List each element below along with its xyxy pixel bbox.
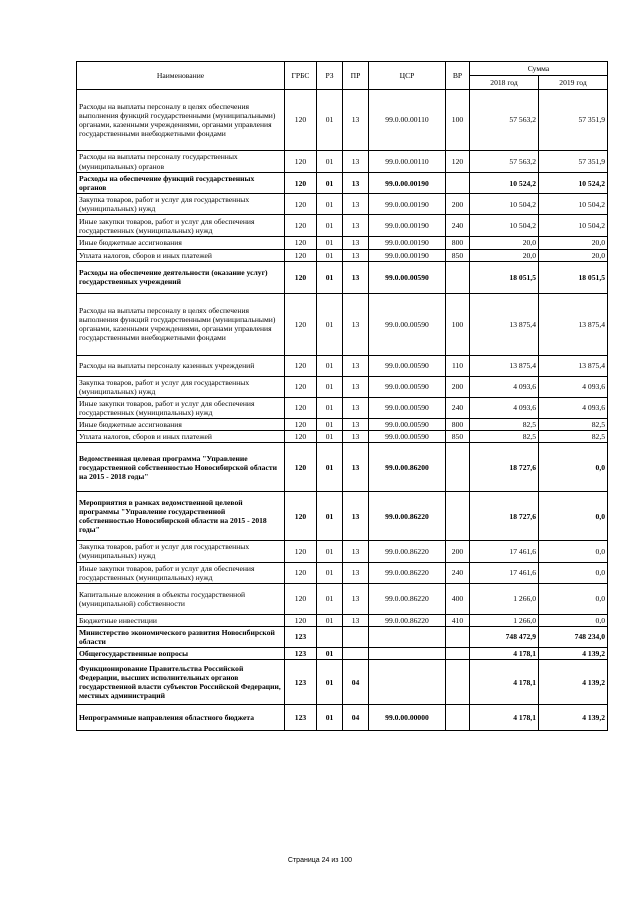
table-row (77, 541, 608, 562)
cell-vr: 240 (446, 215, 470, 237)
table-row (77, 660, 608, 705)
cell-sum-2019: 10 504,2 (539, 215, 608, 237)
table-row (77, 355, 608, 376)
cell-name: Расходы на выплаты персоналу в целях обеспечения выполнения функций государственными (муниципальными) органами, казенными учреждениями, органами управления государственными внебюджетными фондами (77, 90, 285, 151)
cell-sum-2019: 0,0 (539, 583, 608, 614)
cell-sum-2019: 82,5 (539, 431, 608, 443)
cell-sum-2018: 57 563,2 (470, 151, 539, 173)
cell-rz: 01 (317, 419, 343, 431)
cell-grbs: 120 (285, 419, 317, 431)
cell-rz: 01 (317, 614, 343, 626)
cell-vr: 200 (446, 376, 470, 397)
table-row (77, 249, 608, 261)
cell-sum-2019: 0,0 (539, 541, 608, 562)
table-row (77, 237, 608, 249)
cell-grbs: 120 (285, 194, 317, 215)
cell-rz: 01 (317, 648, 343, 660)
cell-sum-2019: 4 093,6 (539, 376, 608, 397)
cell-rz: 01 (317, 492, 343, 541)
cell-csr: 99.0.00.00190 (369, 173, 446, 194)
cell-sum-2018: 20,0 (470, 237, 539, 249)
cell-grbs: 123 (285, 626, 317, 647)
cell-grbs: 120 (285, 90, 317, 151)
header-sum: Сумма (470, 62, 608, 76)
cell-pr: 13 (343, 492, 369, 541)
cell-pr: 13 (343, 249, 369, 261)
cell-grbs: 120 (285, 215, 317, 237)
cell-grbs: 123 (285, 705, 317, 731)
cell-name: Закупка товаров, работ и услуг для государственных (муниципальных) нужд (77, 541, 285, 562)
cell-sum-2019: 57 351,9 (539, 90, 608, 151)
cell-vr: 200 (446, 541, 470, 562)
cell-vr (446, 626, 470, 647)
cell-rz: 01 (317, 194, 343, 215)
cell-sum-2018: 10 524,2 (470, 173, 539, 194)
page-number: Страница 24 из 100 (287, 857, 353, 864)
table-row (77, 648, 608, 660)
cell-csr: 99.0.00.00590 (369, 376, 446, 397)
cell-csr: 99.0.00.00000 (369, 705, 446, 731)
cell-rz: 01 (317, 397, 343, 418)
cell-vr (446, 173, 470, 194)
cell-name: Уплата налогов, сборов и иных платежей (77, 249, 285, 261)
cell-sum-2019: 0,0 (539, 492, 608, 541)
cell-sum-2018: 20,0 (470, 249, 539, 261)
cell-grbs: 120 (285, 431, 317, 443)
table-row (77, 705, 608, 731)
table-row (77, 194, 608, 215)
cell-sum-2018: 10 504,2 (470, 215, 539, 237)
cell-sum-2018: 82,5 (470, 419, 539, 431)
cell-grbs: 120 (285, 492, 317, 541)
cell-sum-2018: 82,5 (470, 431, 539, 443)
cell-vr (446, 443, 470, 492)
cell-rz: 01 (317, 215, 343, 237)
cell-sum-2018: 18 727,6 (470, 492, 539, 541)
cell-csr: 99.0.00.00590 (369, 355, 446, 376)
cell-pr: 13 (343, 194, 369, 215)
cell-sum-2018: 10 504,2 (470, 194, 539, 215)
cell-vr: 850 (446, 249, 470, 261)
cell-vr: 400 (446, 583, 470, 614)
cell-name: Непрограммные направления областного бюджета (77, 705, 285, 731)
cell-pr: 13 (343, 355, 369, 376)
cell-pr: 13 (343, 562, 369, 583)
cell-name: Иные закупки товаров, работ и услуг для обеспечения государственных (муниципальных) нужд (77, 215, 285, 237)
cell-rz: 01 (317, 90, 343, 151)
cell-csr: 99.0.00.86220 (369, 492, 446, 541)
cell-sum-2019: 20,0 (539, 237, 608, 249)
cell-name: Функционирование Правительства Российской Федерации, высших исполнительных органов государственной власти субъектов Российской Федерации, местных администраций (77, 660, 285, 705)
cell-vr: 200 (446, 194, 470, 215)
header-year-2018: 2018 год (470, 76, 539, 90)
cell-vr (446, 660, 470, 705)
cell-sum-2019: 748 234,0 (539, 626, 608, 647)
cell-csr: 99.0.00.00190 (369, 215, 446, 237)
cell-vr: 800 (446, 419, 470, 431)
table-row (77, 419, 608, 431)
table-row (77, 562, 608, 583)
cell-pr: 13 (343, 151, 369, 173)
cell-rz (317, 626, 343, 647)
cell-csr: 99.0.00.00590 (369, 431, 446, 443)
cell-pr: 13 (343, 397, 369, 418)
cell-sum-2018: 18 727,6 (470, 443, 539, 492)
cell-vr: 240 (446, 397, 470, 418)
table-row (77, 261, 608, 293)
cell-pr: 04 (343, 705, 369, 731)
cell-vr: 100 (446, 90, 470, 151)
cell-sum-2019: 0,0 (539, 562, 608, 583)
cell-name: Иные бюджетные ассигнования (77, 419, 285, 431)
table-row (77, 151, 608, 173)
cell-sum-2019: 20,0 (539, 249, 608, 261)
cell-csr (369, 626, 446, 647)
cell-pr: 13 (343, 541, 369, 562)
table-row (77, 293, 608, 355)
cell-vr (446, 705, 470, 731)
cell-name: Министерство экономического развития Новосибирской области (77, 626, 285, 647)
cell-name: Расходы на выплаты персоналу казенных учреждений (77, 355, 285, 376)
cell-name: Закупка товаров, работ и услуг для государственных (муниципальных) нужд (77, 194, 285, 215)
table-row (77, 443, 608, 492)
cell-name: Иные закупки товаров, работ и услуг для обеспечения государственных (муниципальных) нужд (77, 397, 285, 418)
cell-sum-2019: 4 139,2 (539, 648, 608, 660)
header-year-2019: 2019 год (539, 76, 608, 90)
cell-name: Ведомственная целевая программа "Управление государственной собственностью Новосибирской области на 2015 - 2018 годы" (77, 443, 285, 492)
cell-csr: 99.0.00.00110 (369, 90, 446, 151)
cell-grbs: 120 (285, 173, 317, 194)
cell-csr: 99.0.00.86220 (369, 562, 446, 583)
cell-rz: 01 (317, 583, 343, 614)
cell-vr: 120 (446, 151, 470, 173)
cell-csr: 99.0.00.00590 (369, 293, 446, 355)
cell-name: Расходы на обеспечение функций государственных органов (77, 173, 285, 194)
cell-rz: 01 (317, 705, 343, 731)
cell-vr: 240 (446, 562, 470, 583)
cell-sum-2018: 4 178,1 (470, 648, 539, 660)
cell-rz: 01 (317, 249, 343, 261)
cell-pr: 13 (343, 376, 369, 397)
table-row (77, 492, 608, 541)
cell-pr: 13 (343, 583, 369, 614)
cell-name: Иные бюджетные ассигнования (77, 237, 285, 249)
cell-grbs: 123 (285, 648, 317, 660)
cell-vr (446, 492, 470, 541)
cell-sum-2019: 13 875,4 (539, 355, 608, 376)
cell-name: Закупка товаров, работ и услуг для государственных (муниципальных) нужд (77, 376, 285, 397)
cell-name: Уплата налогов, сборов и иных платежей (77, 431, 285, 443)
table-row (77, 583, 608, 614)
cell-pr: 04 (343, 660, 369, 705)
cell-rz: 01 (317, 376, 343, 397)
cell-rz: 01 (317, 173, 343, 194)
cell-pr: 13 (343, 431, 369, 443)
cell-grbs: 120 (285, 237, 317, 249)
cell-name: Мероприятия в рамках ведомственной целевой программы "Управление государственной собственностью Новосибирской области на 2015 - 2018 годы" (77, 492, 285, 541)
table-row (77, 626, 608, 647)
cell-vr (446, 261, 470, 293)
cell-name: Бюджетные инвестиции (77, 614, 285, 626)
cell-pr: 13 (343, 293, 369, 355)
header-pr: ПР (343, 62, 369, 90)
cell-pr: 13 (343, 419, 369, 431)
cell-grbs: 120 (285, 397, 317, 418)
cell-rz: 01 (317, 355, 343, 376)
cell-sum-2019: 10 524,2 (539, 173, 608, 194)
table-row (77, 215, 608, 237)
cell-grbs: 120 (285, 562, 317, 583)
cell-grbs: 120 (285, 249, 317, 261)
cell-csr: 99.0.00.86220 (369, 614, 446, 626)
cell-rz: 01 (317, 541, 343, 562)
cell-pr (343, 626, 369, 647)
cell-sum-2018: 17 461,6 (470, 562, 539, 583)
table-row (77, 614, 608, 626)
cell-pr: 13 (343, 215, 369, 237)
cell-pr: 13 (343, 443, 369, 492)
cell-sum-2019: 13 875,4 (539, 293, 608, 355)
cell-csr: 99.0.00.86220 (369, 583, 446, 614)
cell-grbs: 120 (285, 376, 317, 397)
cell-csr: 99.0.00.00590 (369, 419, 446, 431)
table-row (77, 397, 608, 418)
cell-sum-2018: 4 093,6 (470, 397, 539, 418)
cell-rz: 01 (317, 431, 343, 443)
cell-sum-2019: 0,0 (539, 443, 608, 492)
header-grbs: ГРБС (285, 62, 317, 90)
cell-grbs: 120 (285, 614, 317, 626)
table-row (77, 173, 608, 194)
header-csr: ЦСР (369, 62, 446, 90)
cell-pr (343, 648, 369, 660)
header-vr: ВР (446, 62, 470, 90)
cell-sum-2018: 17 461,6 (470, 541, 539, 562)
cell-csr (369, 660, 446, 705)
cell-csr: 99.0.00.00590 (369, 397, 446, 418)
budget-table (76, 61, 608, 731)
cell-csr: 99.0.00.00190 (369, 194, 446, 215)
table-row (77, 431, 608, 443)
cell-grbs: 120 (285, 355, 317, 376)
cell-name: Капитальные вложения в объекты государственной (муниципальной) собственности (77, 583, 285, 614)
table-row (77, 90, 608, 151)
cell-rz: 01 (317, 237, 343, 249)
cell-sum-2018: 4 178,1 (470, 705, 539, 731)
table-row (77, 376, 608, 397)
cell-name: Расходы на обеспечение деятельности (оказание услуг) государственных учреждений (77, 261, 285, 293)
cell-vr: 110 (446, 355, 470, 376)
cell-name: Общегосударственные вопросы (77, 648, 285, 660)
table-body (77, 90, 608, 731)
cell-rz: 01 (317, 443, 343, 492)
cell-vr: 850 (446, 431, 470, 443)
cell-sum-2019: 57 351,9 (539, 151, 608, 173)
cell-sum-2018: 1 266,0 (470, 614, 539, 626)
cell-csr: 99.0.00.00590 (369, 261, 446, 293)
cell-rz: 01 (317, 660, 343, 705)
cell-sum-2019: 10 504,2 (539, 194, 608, 215)
cell-sum-2018: 57 563,2 (470, 90, 539, 151)
cell-sum-2018: 748 472,9 (470, 626, 539, 647)
cell-rz: 01 (317, 261, 343, 293)
cell-grbs: 120 (285, 293, 317, 355)
cell-rz: 01 (317, 151, 343, 173)
cell-sum-2018: 13 875,4 (470, 355, 539, 376)
cell-sum-2019: 18 051,5 (539, 261, 608, 293)
cell-csr (369, 648, 446, 660)
cell-sum-2018: 18 051,5 (470, 261, 539, 293)
cell-grbs: 120 (285, 541, 317, 562)
cell-grbs: 120 (285, 151, 317, 173)
cell-grbs: 123 (285, 660, 317, 705)
cell-grbs: 120 (285, 261, 317, 293)
cell-sum-2019: 4 093,6 (539, 397, 608, 418)
cell-sum-2018: 13 875,4 (470, 293, 539, 355)
cell-pr: 13 (343, 173, 369, 194)
cell-pr: 13 (343, 237, 369, 249)
cell-rz: 01 (317, 562, 343, 583)
cell-sum-2018: 4 093,6 (470, 376, 539, 397)
cell-sum-2019: 0,0 (539, 614, 608, 626)
header-rz: РЗ (317, 62, 343, 90)
cell-pr: 13 (343, 90, 369, 151)
cell-pr: 13 (343, 261, 369, 293)
cell-csr: 99.0.00.00110 (369, 151, 446, 173)
cell-csr: 99.0.00.86220 (369, 541, 446, 562)
header-name: Наименование (77, 62, 285, 90)
cell-sum-2018: 1 266,0 (470, 583, 539, 614)
cell-sum-2019: 4 139,2 (539, 660, 608, 705)
cell-sum-2019: 82,5 (539, 419, 608, 431)
cell-vr: 100 (446, 293, 470, 355)
cell-rz: 01 (317, 293, 343, 355)
cell-csr: 99.0.00.86200 (369, 443, 446, 492)
cell-vr: 800 (446, 237, 470, 249)
cell-name: Расходы на выплаты персоналу государственных (муниципальных) органов (77, 151, 285, 173)
cell-vr: 410 (446, 614, 470, 626)
cell-grbs: 120 (285, 583, 317, 614)
cell-pr: 13 (343, 614, 369, 626)
cell-sum-2018: 4 178,1 (470, 660, 539, 705)
cell-name: Расходы на выплаты персоналу в целях обеспечения выполнения функций государственными (муниципальными) органами, казенными учреждениями, органами управления государственными внебюджетными фондами (77, 293, 285, 355)
cell-grbs: 120 (285, 443, 317, 492)
cell-vr (446, 648, 470, 660)
cell-csr: 99.0.00.00190 (369, 249, 446, 261)
cell-sum-2019: 4 139,2 (539, 705, 608, 731)
cell-csr: 99.0.00.00190 (369, 237, 446, 249)
cell-name: Иные закупки товаров, работ и услуг для обеспечения государственных (муниципальных) нужд (77, 562, 285, 583)
